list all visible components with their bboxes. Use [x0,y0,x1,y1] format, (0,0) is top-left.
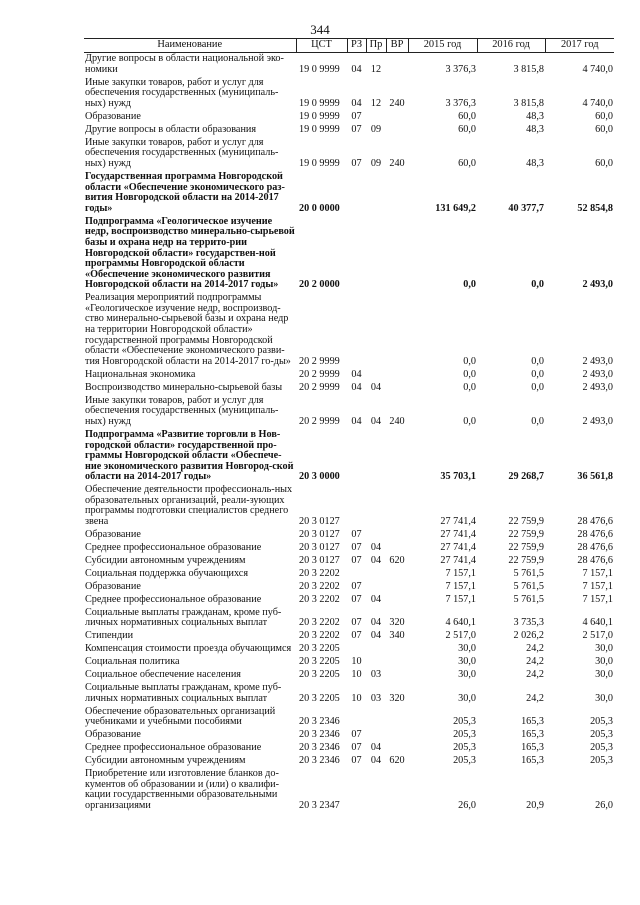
row-cst: 20 3 0127 [299,529,340,540]
row-value-2015: 30,0 [458,643,476,655]
row-rz [347,171,366,216]
row-cst: 20 3 0127 [299,554,340,566]
row-value-2017: 4 740,0 [582,97,613,109]
row-value-2017: 36 561,8 [577,471,613,483]
row-rz: 07 [351,742,362,754]
row-cst: 20 2 9999 [299,355,340,367]
row-value-2016: 48,3 [526,123,544,135]
table-row [84,742,614,755]
table-row [84,529,614,542]
row-pr: 12 [370,63,382,75]
row-value-2015: 60,0 [458,123,476,135]
table-body [84,53,614,813]
row-value-2016: 48,3 [526,158,544,170]
header-name: Наименование [84,39,296,53]
row-cst: 20 0 0000 [299,202,340,214]
row-vr [386,581,408,594]
row-value-2017: 30,0 [595,692,613,704]
row-cst: 19 0 9999 [299,63,340,75]
row-value-2016: 48,3 [526,110,544,122]
row-pr: 12 [370,97,382,109]
header-vr: ВР [386,39,408,53]
row-vr [386,382,408,395]
row-name: Субсидии автономным учреждениям [85,755,246,767]
row-name: Социальные выплаты гражданам, кроме пуб-личных нормативных социальных выплат [85,682,282,704]
row-name: Среднее профессиональное образование [85,742,262,754]
table-header [84,39,614,53]
row-rz [347,292,366,369]
row-value-2017: 30,0 [595,643,613,655]
row-name: Иные закупки товаров, работ и услуг для обеспечения государственных (муниципаль-ных) нужд [85,136,279,170]
row-rz: 04 [351,368,362,380]
row-name: Среднее профессиональное образование [85,593,262,605]
row-value-2015: 60,0 [458,158,476,170]
row-value-2016: 3 815,8 [513,97,544,109]
row-value-2015: 0,0 [463,381,476,393]
row-value-2017: 2 493,0 [582,279,613,291]
row-cst: 19 0 9999 [299,110,340,122]
row-pr [366,292,386,369]
table-row [84,395,614,429]
row-value-2015: 7 157,1 [445,593,476,605]
row-cst: 19 0 9999 [299,123,340,135]
row-vr: 620 [389,755,405,767]
row-vr [386,656,408,669]
row-name: Обеспечение образовательных организаций учебниками и учебными пособиями [85,705,276,728]
table-row [84,382,614,395]
table-row [84,555,614,568]
row-value-2017: 7 157,1 [582,593,613,605]
table-row [84,568,614,581]
row-pr [366,484,386,529]
row-name: Образование [85,529,141,540]
row-value-2015: 7 157,1 [445,580,476,592]
table-row [84,768,614,813]
row-vr [386,124,408,137]
row-value-2017: 2 493,0 [582,368,613,380]
row-cst: 20 2 9999 [299,381,340,393]
table-row [84,484,614,529]
row-value-2016: 3 815,8 [513,63,544,75]
row-rz [347,643,366,656]
row-name: Социальная политика [85,656,180,668]
table-row [84,729,614,742]
row-value-2015: 27 741,4 [440,529,476,540]
row-name: Подпрограмма «Геологическое изучение недр, воспроизводство минерально-сырьевой базы и охрана недр на террито-рии Новгородской области» государствен-ной программы Новгородской области «Обеспечение экономического развития Новгородской области на 2014-2017 годы» [85,215,295,291]
row-rz: 07 [351,755,362,767]
row-value-2015: 205,3 [453,729,476,741]
row-cst: 20 3 0127 [299,516,340,528]
table-row [84,77,614,111]
row-pr [366,568,386,581]
row-cst: 20 3 2202 [299,630,340,642]
row-value-2017: 60,0 [595,110,613,122]
row-rz: 07 [351,729,362,741]
row-name: Образование [85,580,141,592]
row-value-2015: 30,0 [458,656,476,668]
row-value-2015: 30,0 [458,669,476,681]
row-name: Иные закупки товаров, работ и услуг для обеспечения государственных (муниципаль-ных) нужд [85,76,279,109]
row-pr [366,729,386,742]
row-cst: 20 3 2346 [299,729,340,741]
row-value-2017: 2 493,0 [582,381,613,393]
row-cst: 19 0 9999 [299,97,340,109]
row-rz: 04 [351,415,362,427]
row-name: Другие вопросы в области образования [85,123,257,135]
row-vr [386,111,408,124]
row-value-2016: 24,2 [526,692,544,704]
row-value-2015: 30,0 [458,692,476,704]
row-value-2015: 3 376,3 [445,63,476,75]
row-value-2016: 20,9 [526,800,544,812]
row-value-2017: 52 854,8 [577,202,613,214]
table-row [84,542,614,555]
row-name: Среднее профессиональное образование [85,541,262,553]
row-value-2015: 0,0 [463,368,476,380]
header-cst: ЦСТ [296,39,347,53]
row-value-2017: 2 493,0 [582,415,613,427]
row-rz [347,484,366,529]
row-value-2015: 35 703,1 [440,471,476,483]
row-value-2015: 131 649,2 [435,202,476,214]
row-pr: 09 [370,158,382,170]
row-cst: 20 2 0000 [299,279,340,291]
row-value-2017: 4 740,0 [582,63,613,75]
table-row [84,124,614,137]
row-rz [347,568,366,581]
row-cst: 20 3 2346 [299,716,340,728]
row-pr: 04 [370,630,382,642]
table-row [84,429,614,484]
row-rz: 07 [351,541,362,553]
row-value-2016: 22 759,9 [508,541,544,553]
table-row [84,137,614,171]
row-pr [366,643,386,656]
row-pr: 09 [370,123,382,135]
row-pr [366,656,386,669]
row-vr [386,706,408,730]
row-name: Субсидии автономным учреждениям [85,554,246,566]
row-value-2016: 3 735,3 [513,617,544,629]
row-value-2017: 205,3 [590,716,613,728]
header-2015: 2015 год [408,39,477,53]
row-vr [386,768,408,813]
row-pr [366,768,386,813]
header-2017: 2017 год [545,39,614,53]
row-pr [366,369,386,382]
row-cst: 20 3 2202 [299,617,340,629]
row-name: Социальная поддержка обучающихся [85,567,249,579]
row-value-2015: 205,3 [453,742,476,754]
row-value-2016: 0,0 [531,279,544,291]
row-value-2016: 5 761,5 [513,593,544,605]
row-pr: 03 [370,669,382,681]
row-rz: 10 [351,692,362,704]
row-rz [347,216,366,293]
row-pr: 04 [370,554,382,566]
row-cst: 20 3 2347 [299,800,340,812]
row-rz: 04 [351,97,362,109]
row-name: Реализация мероприятий подпрограммы «Геологическое изучение недр, воспроизвод-ство минерально-сырьевой базы и охрана недр на территории Новгородской области» государственной программы Новгородской области «Обеспечение экономического разви-тия Новгородской области на 2014-2017 го-ды» [85,292,291,367]
row-pr [366,529,386,542]
row-rz: 10 [351,669,362,681]
page-number: 344 [310,22,330,37]
table-row [84,682,614,706]
header-pr: Пр [366,39,386,53]
row-value-2016: 0,0 [531,415,544,427]
row-value-2017: 7 157,1 [582,580,613,592]
row-rz: 07 [351,123,362,135]
row-pr [366,429,386,484]
row-vr: 240 [389,415,405,427]
row-value-2016: 165,3 [521,716,544,728]
row-value-2017: 205,3 [590,755,613,767]
header-rz: РЗ [347,39,366,53]
row-vr [386,729,408,742]
row-vr: 620 [389,554,405,566]
row-pr: 04 [370,742,382,754]
row-pr: 04 [370,381,382,393]
row-pr [366,171,386,216]
row-cst: 20 3 2346 [299,755,340,767]
row-value-2016: 24,2 [526,643,544,655]
row-vr [386,484,408,529]
row-value-2015: 205,3 [453,755,476,767]
row-vr [386,742,408,755]
row-vr [386,292,408,369]
table-row [84,594,614,607]
row-rz: 07 [351,158,362,170]
row-rz: 07 [351,617,362,629]
row-vr [386,643,408,656]
row-cst: 19 0 9999 [299,158,340,170]
row-vr: 320 [389,617,405,629]
row-pr [366,581,386,594]
row-value-2015: 27 741,4 [440,554,476,566]
row-value-2016: 22 759,9 [508,516,544,528]
row-value-2017: 60,0 [595,158,613,170]
row-value-2017: 30,0 [595,669,613,681]
row-value-2016: 40 377,7 [508,202,544,214]
row-value-2015: 0,0 [463,355,476,367]
row-value-2016: 29 268,7 [508,471,544,483]
budget-table [84,38,614,813]
row-value-2017: 28 476,6 [577,541,613,553]
row-rz: 07 [351,554,362,566]
row-cst: 20 3 0000 [299,471,340,483]
row-name: Приобретение или изготовление бланков до-кументов об образовании и (или) о квалифи-кации государственными образовательными организациями [85,768,280,812]
row-value-2016: 24,2 [526,656,544,668]
row-value-2015: 26,0 [458,800,476,812]
table-row [84,656,614,669]
row-value-2017: 28 476,6 [577,516,613,528]
row-value-2015: 3 376,3 [445,97,476,109]
row-rz: 07 [351,580,362,592]
row-cst: 20 2 9999 [299,415,340,427]
row-value-2017: 205,3 [590,729,613,741]
table-row [84,216,614,293]
row-vr [386,171,408,216]
row-value-2016: 0,0 [531,355,544,367]
row-vr: 240 [389,97,405,109]
row-name: Воспроизводство минерально-сырьевой базы [85,381,283,393]
row-vr [386,429,408,484]
row-value-2017: 205,3 [590,742,613,754]
row-value-2015: 0,0 [463,279,476,291]
row-value-2017: 2 517,0 [582,630,613,642]
table-row [84,755,614,768]
row-value-2017: 4 640,1 [582,617,613,629]
table-row [84,669,614,682]
row-name: Стипендии [85,630,134,642]
table-row [84,581,614,594]
row-name: Национальная экономика [85,368,196,380]
row-vr [386,53,408,77]
table-row [84,643,614,656]
row-value-2016: 0,0 [531,368,544,380]
row-pr [366,706,386,730]
row-cst: 20 3 2205 [299,656,340,668]
table-row [84,630,614,643]
row-value-2015: 60,0 [458,110,476,122]
table-row [84,706,614,730]
row-rz: 04 [351,63,362,75]
row-vr: 340 [389,630,405,642]
row-value-2016: 22 759,9 [508,529,544,540]
row-value-2017: 60,0 [595,123,613,135]
row-vr [386,669,408,682]
row-vr [386,594,408,607]
row-name: Компенсация стоимости проезда обучающимся [85,643,292,655]
row-rz [347,429,366,484]
row-pr: 03 [370,692,382,704]
row-cst: 20 2 9999 [299,368,340,380]
table-row [84,292,614,369]
table-row [84,53,614,77]
row-name: Обеспечение деятельности профессиональ-ных образовательных организаций, реали-зующих программы подготовки специалистов среднего звена [85,484,293,528]
row-cst: 20 3 2202 [299,567,340,579]
row-value-2017: 28 476,6 [577,529,613,540]
row-rz: 07 [351,529,362,540]
row-rz: 10 [351,656,362,668]
row-vr: 320 [389,692,405,704]
row-pr [366,216,386,293]
row-value-2015: 4 640,1 [445,617,476,629]
row-cst: 20 3 2202 [299,593,340,605]
row-vr [386,568,408,581]
row-name: Социальное обеспечение населения [85,669,241,681]
row-value-2015: 27 741,4 [440,541,476,553]
row-pr: 04 [370,415,382,427]
row-pr: 04 [370,755,382,767]
row-cst: 20 3 0127 [299,541,340,553]
table-row [84,369,614,382]
row-name: Образование [85,110,141,122]
row-name: Образование [85,729,141,741]
row-value-2015: 0,0 [463,415,476,427]
row-value-2015: 27 741,4 [440,516,476,528]
row-pr: 04 [370,541,382,553]
row-value-2016: 165,3 [521,729,544,741]
row-value-2015: 205,3 [453,716,476,728]
row-rz: 07 [351,630,362,642]
row-pr: 04 [370,593,382,605]
row-cst: 20 3 2202 [299,580,340,592]
row-vr: 240 [389,158,405,170]
row-value-2016: 165,3 [521,742,544,754]
row-value-2016: 5 761,5 [513,580,544,592]
row-name: Иные закупки товаров, работ и услуг для обеспечения государственных (муниципаль-ных) нужд [85,394,279,427]
row-pr [366,111,386,124]
row-value-2017: 30,0 [595,656,613,668]
row-cst: 20 3 2205 [299,692,340,704]
row-value-2015: 7 157,1 [445,567,476,579]
row-name: Социальные выплаты гражданам, кроме пуб-личных нормативных социальных выплат [85,606,282,629]
row-value-2016: 2 026,2 [513,630,544,642]
row-cst: 20 3 2205 [299,643,340,655]
row-value-2017: 28 476,6 [577,554,613,566]
row-name: Государственная программа Новгородской области «Обеспечение экономического раз-вития Новгородской области на 2014-2017 годы» [85,171,285,214]
row-rz [347,768,366,813]
row-name: Другие вопросы в области национальной эко-номики [85,53,284,75]
row-value-2016: 24,2 [526,669,544,681]
table-row [84,111,614,124]
row-value-2017: 26,0 [595,800,613,812]
row-value-2016: 0,0 [531,381,544,393]
row-vr [386,542,408,555]
row-name: Подпрограмма «Развитие торговли в Нов-городской области» государственной про-граммы Новгородской области «Обеспече-ние экономического развития Новгород-ской области на 2014-2017 годы» [85,428,294,483]
row-cst: 20 3 2346 [299,742,340,754]
row-cst: 20 3 2205 [299,669,340,681]
row-vr [386,369,408,382]
table-row [84,607,614,631]
row-value-2017: 2 493,0 [582,355,613,367]
row-pr: 04 [370,617,382,629]
table-row [84,171,614,216]
row-value-2015: 2 517,0 [445,630,476,642]
row-value-2016: 5 761,5 [513,567,544,579]
row-vr [386,529,408,542]
header-2016: 2016 год [477,39,545,53]
row-vr [386,216,408,293]
row-value-2016: 22 759,9 [508,554,544,566]
row-rz: 07 [351,593,362,605]
row-value-2016: 165,3 [521,755,544,767]
row-value-2017: 7 157,1 [582,567,613,579]
row-rz: 04 [351,381,362,393]
row-rz [347,706,366,730]
row-rz: 07 [351,110,362,122]
